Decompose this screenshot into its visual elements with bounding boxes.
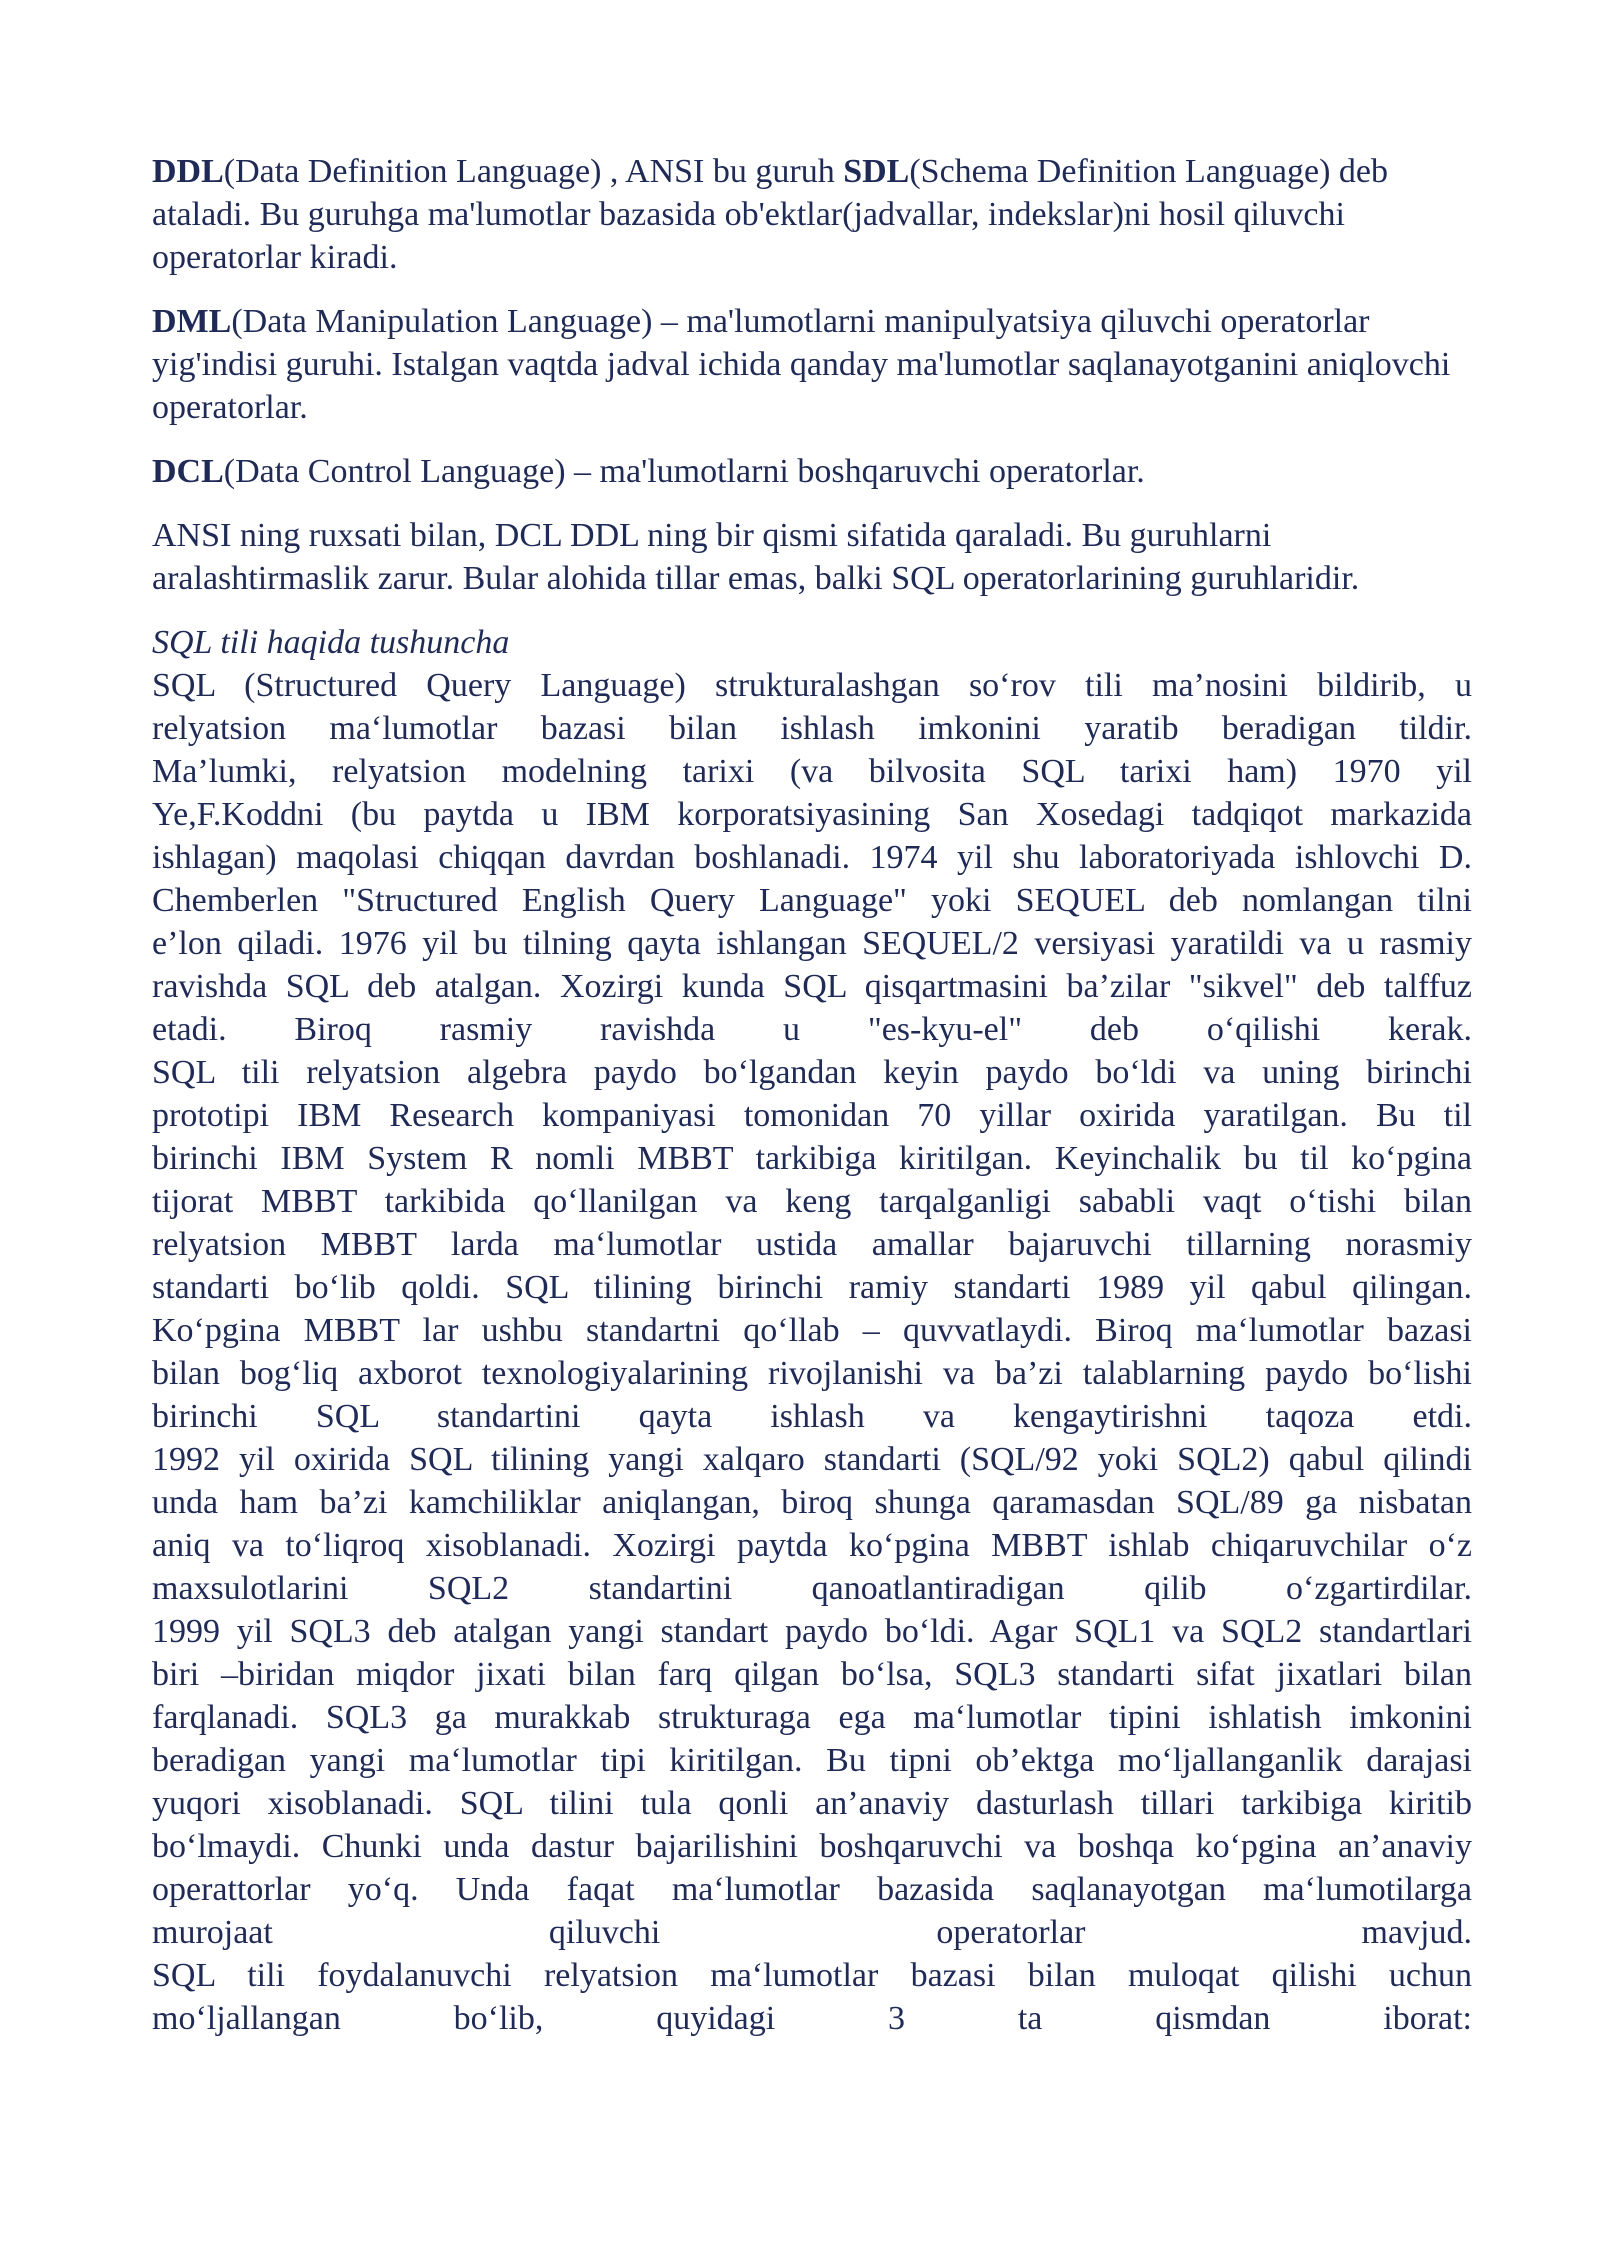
body-line: unda ham ba’zi kamchiliklar aniqlangan, biroq shunga qaramasdan SQL/89 ga nisbatan (152, 1484, 1472, 1521)
body-line: operattorlar yo‘q. Unda faqat ma‘lumotlar bazasida saqlanayotgan ma‘lumotilarga (152, 1871, 1472, 1908)
body-line: prototipi IBM Research kompaniyasi tomonidan 70 yillar oxirida yaratilgan. Bu til (152, 1097, 1472, 1134)
body-line: etadi. Biroq rasmiy ravishda u "es-kyu-el" deb o‘qilishi kerak. (152, 1011, 1472, 1048)
paragraph-ddl (152, 150, 1472, 279)
section-heading: SQL tili haqida tushuncha (152, 624, 510, 661)
body-line: e’lon qiladi. 1976 yil bu tilning qayta ishlangan SEQUEL/2 versiyasi yaratildi va u rasmiy (152, 925, 1472, 962)
body-line: ishlagan) maqolasi chiqqan davrdan boshlanadi. 1974 yil shu laboratoriyada ishlovchi D. (152, 839, 1472, 876)
body-line: Ye,F.Koddni (bu paytda u IBM korporatsiyasining San Xosedagi tadqiqot markazida (152, 796, 1472, 833)
body-line: Ko‘pgina MBBT lar ushbu standartni qo‘llab – quvvatlaydi. Biroq ma‘lumotlar bazasi (152, 1312, 1472, 1349)
body-line: biri –biridan miqdor jixati bilan farq qilgan bo‘lsa, SQL3 standarti sifat jixatlari bilan (152, 1656, 1472, 1693)
body-line: Ma’lumki, relyatsion modelning tarixi (va bilvosita SQL tarixi ham) 1970 yil (152, 753, 1472, 790)
paragraph-dml (152, 300, 1472, 429)
body-line: murojaat qiluvchi operatorlar mavjud. (152, 1914, 1472, 1951)
paragraph-ansi-text: ANSI ning ruxsati bilan, DCL DDL ning bir qismi sifatida qaraladi. Bu guruhlarni aralashtirmaslik zarur. Bular alohida tillar emas, balki SQL operatorlarining guruhlaridir. (152, 517, 1360, 597)
paragraph-ddl-text-b: (Schema Definition Language) deb ataladi. Bu guruhga ma'lumotlar bazasida ob'ektlar(jadvallar, indekslar)ni hosil qiluvchi operatorlar kiradi. (152, 153, 1388, 276)
body-line: SQL tili foydalanuvchi relyatsion ma‘lumotlar bazasi bilan muloqat qilishi uchun (152, 1957, 1472, 1994)
body-line: tijorat MBBT tarkibida qo‘llanilgan va keng tarqalganligi sababli vaqt o‘tishi bilan (152, 1183, 1472, 1220)
section-body (152, 664, 1472, 2040)
term-dml: DML (152, 303, 232, 340)
body-line: birinchi IBM System R nomli MBBT tarkibiga kiritilgan. Keyinchalik bu til ko‘pgina (152, 1140, 1472, 1177)
term-ddl: DDL (152, 153, 224, 190)
paragraph-dcl (152, 450, 1472, 493)
paragraph-dcl-text: (Data Control Language) – ma'lumotlarni boshqaruvchi operatorlar. (223, 453, 1145, 490)
body-line: SQL (Structured Query Language) strukturalashgan so‘rov tili ma’nosini bildirib, u (152, 667, 1472, 704)
body-line: bo‘lmaydi. Chunki unda dastur bajarilishini boshqaruvchi va boshqa ko‘pgina an’anaviy (152, 1828, 1472, 1865)
body-line: SQL tili relyatsion algebra paydo bo‘lgandan keyin paydo bo‘ldi va uning birinchi (152, 1054, 1472, 1091)
body-line: 1992 yil oxirida SQL tilining yangi xalqaro standarti (SQL/92 yoki SQL2) qabul qilindi (152, 1441, 1472, 1478)
body-line: beradigan yangi ma‘lumotlar tipi kiritilgan. Bu tipni ob’ektga mo‘ljallanganlik darajasi (152, 1742, 1472, 1779)
body-line: mo‘ljallangan bo‘lib, quyidagi 3 ta qismdan iborat: (152, 2000, 1472, 2037)
body-line: ravishda SQL deb atalgan. Xozirgi kunda SQL qisqartmasini ba’zilar "sikvel" deb talffuz (152, 968, 1472, 1005)
body-line: Chemberlen "Structured English Query Language" yoki SEQUEL deb nomlangan tilni (152, 882, 1472, 919)
body-line: standarti bo‘lib qoldi. SQL tilining birinchi ramiy standarti 1989 yil qabul qilingan. (152, 1269, 1472, 1306)
body-line: maxsulotlarini SQL2 standartini qanoatlantiradigan qilib o‘zgartirdilar. (152, 1570, 1472, 1607)
body-line: bilan bog‘liq axborot texnologiyalarining rivojlanishi va ba’zi talablarning paydo bo‘lishi (152, 1355, 1472, 1392)
body-line: farqlanadi. SQL3 ga murakkab strukturaga ega ma‘lumotlar tipini ishlatish imkonini (152, 1699, 1472, 1736)
paragraph-ansi (152, 514, 1472, 600)
term-dcl: DCL (152, 453, 224, 490)
paragraph-dml-text: (Data Manipulation Language) – ma'lumotlarni manipulyatsiya qiluvchi operatorlar yig'indisi guruhi. Istalgan vaqtda jadval ichida qanday ma'lumotlar saqlanayotganini aniqlovchi operatorlar. (152, 303, 1451, 426)
body-line: relyatsion MBBT larda ma‘lumotlar ustida amallar bajaruvchi tillarning norasmiy (152, 1226, 1472, 1263)
body-line: aniq va to‘liqroq xisoblanadi. Xozirgi paytda ko‘pgina MBBT ishlab chiqaruvchilar o‘z (152, 1527, 1472, 1564)
body-line: relyatsion ma‘lumotlar bazasi bilan ishlash imkonini yaratib beradigan tildir. (152, 710, 1472, 747)
body-line: yuqori xisoblanadi. SQL tilini tula qonli an’anaviy dasturlash tillari tarkibiga kiritib (152, 1785, 1472, 1822)
term-sdl: SDL (843, 153, 910, 190)
body-line: 1999 yil SQL3 deb atalgan yangi standart paydo bo‘ldi. Agar SQL1 va SQL2 standartlari (152, 1613, 1472, 1650)
paragraph-ddl-text-a: (Data Definition Language) , ANSI bu guruh (223, 153, 844, 190)
document-page (152, 150, 1472, 2040)
body-line: birinchi SQL standartini qayta ishlash va kengaytirishni taqoza etdi. (152, 1398, 1472, 1435)
